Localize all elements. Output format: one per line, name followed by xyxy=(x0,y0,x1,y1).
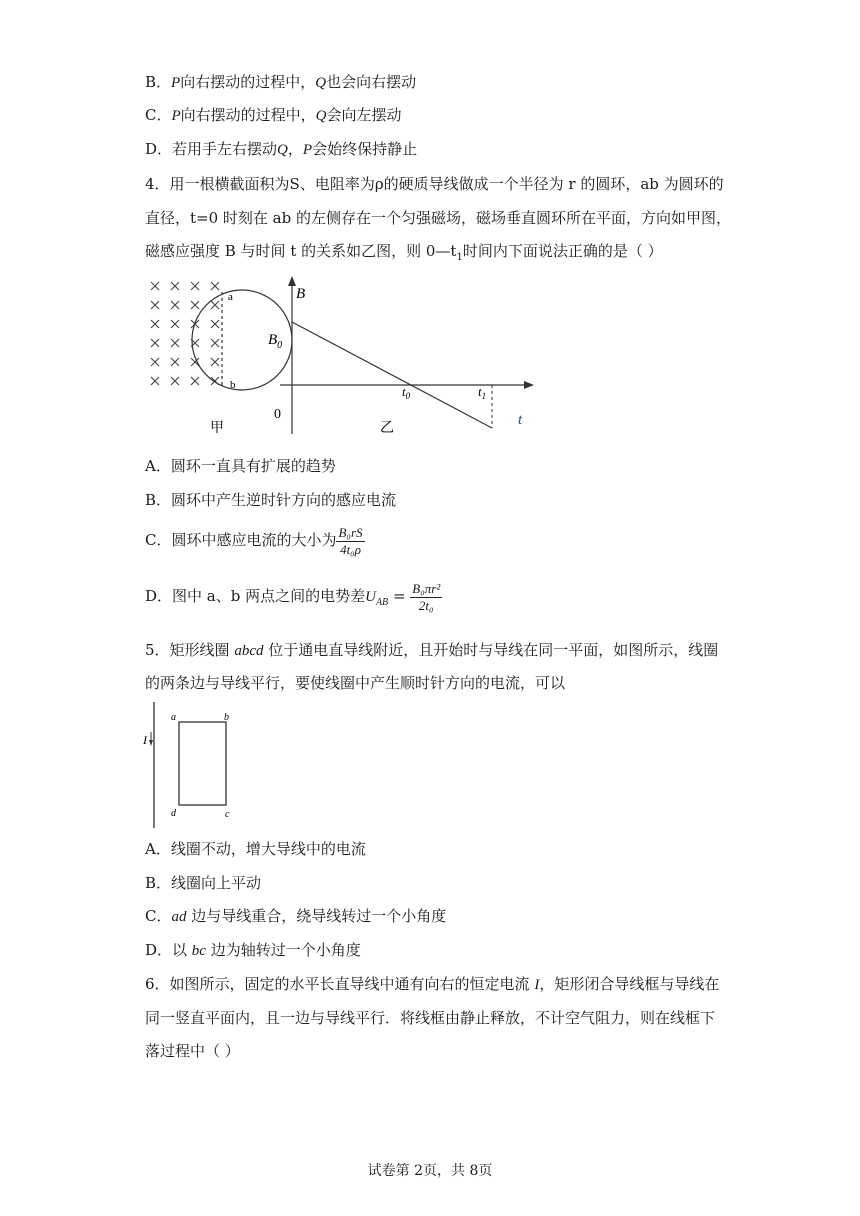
field-cross xyxy=(211,282,219,290)
q5-option-b: B．线圈向上平动 xyxy=(145,874,262,892)
b-line xyxy=(292,322,492,428)
q6-stem-line3: 落过程中（ ） xyxy=(145,1042,240,1060)
field-cross xyxy=(191,358,199,366)
t1-label: $t_1$ xyxy=(478,384,487,401)
field-cross xyxy=(171,320,179,328)
label-a: a xyxy=(171,712,176,723)
q4-stem-line2: 直径，t=0 时刻在 ab 的左侧存在一个匀强磁场，磁场垂直圆环所在平面，方向如甲图， xyxy=(145,209,731,227)
field-cross xyxy=(191,282,199,290)
b0-label: $B_0$ xyxy=(268,332,283,351)
field-cross xyxy=(171,282,179,290)
q5-stem-line2: 的两条边与导线平行，要使线圈中产生顺时针方向的电流，可以 xyxy=(145,674,566,692)
page-footer: 试卷第 2页，共 8页 xyxy=(367,1163,493,1179)
q4-option-a: A．圆环一直具有扩展的趋势 xyxy=(145,457,336,475)
q5-option-c: C．ad 边与导线重合，绕导线转过一个小角度 xyxy=(145,907,447,925)
label-jia: 甲 xyxy=(210,421,224,436)
q4-option-d-fraction: $\frac{\text{B₀πr²}}{\text{2t₀}}$ xyxy=(412,580,441,613)
field-cross xyxy=(191,301,199,309)
t0-label: $t_0$ xyxy=(402,384,411,401)
field-cross xyxy=(151,282,159,290)
q3-option-c: C．P向右摆动的过程中，Q会向左摆动 xyxy=(145,106,402,124)
label-i: I xyxy=(143,733,147,747)
field-cross xyxy=(151,358,159,366)
q4-stem-line3: 磁感应强度 B 与时间 t 的关系如乙图，则 $0—t_1$时间内下面说法正确的是（ ） xyxy=(145,242,663,263)
field-cross xyxy=(171,358,179,366)
label-a: a xyxy=(228,291,233,303)
magnetic-field-crosses xyxy=(151,282,219,385)
q4-option-b: B．圆环中产生逆时针方向的感应电流 xyxy=(145,491,397,509)
label-d: d xyxy=(171,808,176,819)
field-cross xyxy=(211,320,219,328)
q3-option-d: D．若用手左右摆动Q，P会始终保持静止 xyxy=(145,140,418,158)
q4-stem-line1: 4．用一根横截面积为S、电阻率为ρ的硬质导线做成一个半径为 r 的圆环，ab 为圆环的 xyxy=(145,175,724,193)
q5-figure xyxy=(140,700,250,830)
field-cross xyxy=(171,339,179,347)
origin-label: 0 xyxy=(274,407,281,422)
field-cross xyxy=(211,339,219,347)
q4-option-c-fraction: $\frac{\text{B₀rS}}{\text{4t₀ρ}}$ xyxy=(338,524,363,557)
field-cross xyxy=(211,301,219,309)
q6-stem-line1: 6．如图所示，固定的水平长直导线中通有向右的恒定电流 I，矩形闭合导线框与导线在 xyxy=(145,975,720,993)
label-b: b xyxy=(230,379,236,391)
b-axis-arrow xyxy=(288,276,296,286)
label-yi: 乙 xyxy=(380,421,394,436)
q4-option-c: C．圆环中感应电流的大小为 $\frac{\text{B₀rS}}{\text{4t₀ρ}}$ xyxy=(145,524,363,557)
q4-option-d: D．图中 a、b 两点之间的电势差$U_{AB}$ = $\frac{\text{B₀πr²}}{\text{2t₀}}$ xyxy=(145,580,441,613)
q4-figure xyxy=(140,272,550,440)
axis-b-label: B xyxy=(296,286,306,302)
field-cross xyxy=(211,358,219,366)
axis-t-label: t xyxy=(518,412,523,428)
t-axis-arrow xyxy=(524,381,534,389)
field-cross xyxy=(151,377,159,385)
q5-option-d: D．以 bc 边为轴转过一个小角度 xyxy=(145,941,361,959)
field-cross xyxy=(151,320,159,328)
q6-stem-line2: 同一竖直平面内，且一边与导线平行．将线框由静止释放，不计空气阻力，则在线框下 xyxy=(145,1009,716,1027)
rect-coil xyxy=(179,722,226,805)
label-b: b xyxy=(224,712,229,723)
field-cross xyxy=(191,377,199,385)
current-arrow-head xyxy=(149,740,153,746)
field-cross xyxy=(171,377,179,385)
field-cross xyxy=(151,339,159,347)
q5-stem-line1: 5．矩形线圈 abcd 位于通电直导线附近，且开始时与导线在同一平面，如图所示，线圈 xyxy=(145,641,719,659)
field-cross xyxy=(171,301,179,309)
q5-option-a: A．线圈不动，增大导线中的电流 xyxy=(145,840,366,858)
field-cross xyxy=(151,301,159,309)
q3-option-b: B．P向右摆动的过程中，Q也会向右摆动 xyxy=(145,73,417,91)
label-c: c xyxy=(225,809,230,820)
